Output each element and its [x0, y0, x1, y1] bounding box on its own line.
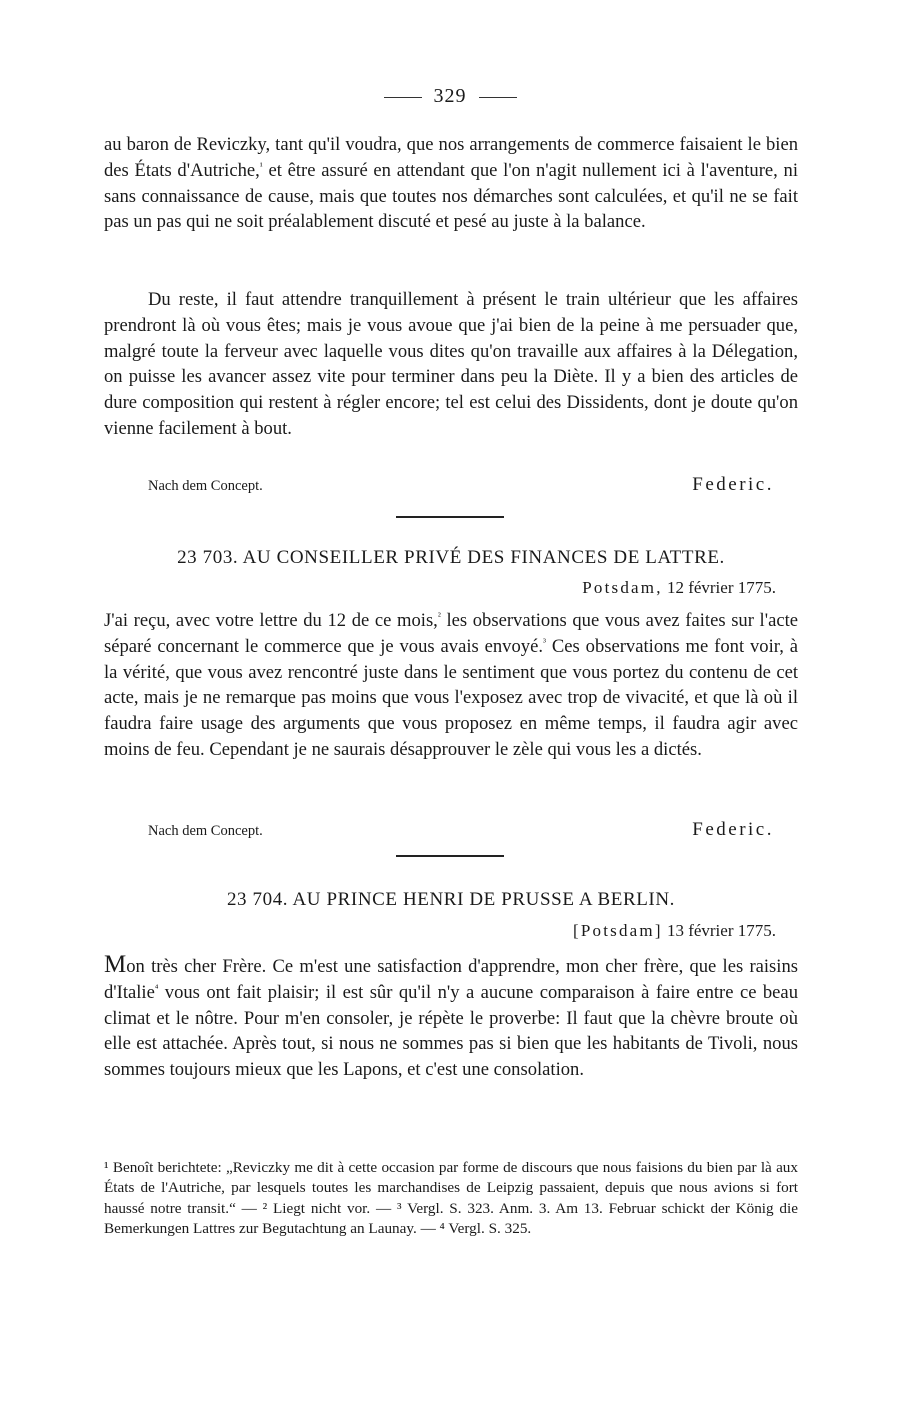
page-number: 329 — [433, 85, 467, 107]
letter-closing-23703 — [148, 819, 774, 841]
drop-cap: M — [104, 951, 127, 978]
source-note: Nach dem Concept. — [148, 478, 263, 494]
prev-letter-paragraph-2: Du reste, il faut attendre tranquillement à présent le train ultérieur que les affaires prendront là où vous êtes; mais je vous avoue que j'ai bien de la peine à me persuader que, malgré toute la ferveur avec laquelle vous dites qu'on travaille aux affaires à la Délegation, on puisse les avancer assez vite pour terminer dans peu la Diète. Il y a bien des articles de dure composition qui restent à régler encore; tel est celui des Dissidents, dont je doute qu'on vienne facilement à bout. — [104, 289, 798, 439]
letter-text-c: Ces observations me font voir, à la vérité, que vous avez rencontré juste dans le sentiment que vous portez du contenu de cet acte, mais je ne remarque pas moins que vous l'exposez avec trop de vivacité, et que là où il faudra faire usage des arguments que vous proposez en même temps, il faudra agir avec moins de feu. Cependant je ne saurais désapprouver le zèle qui vous les a dictés. — [104, 635, 798, 760]
signature: Federic. — [692, 819, 774, 840]
letter-heading-23703: 23 703. AU CONSEILLER PRIVÉ DES FINANCES DE LATTRE. — [177, 547, 725, 568]
footnotes: ¹ Benoît berichtete: „Reviczky me dit à cette occasion par forme de discours que nous faisions du bien par là aux États de l'Autriche, par lesquels toutes les marchandises de Leipzig passaient, depuis que nous avions si fort haussé notre transit.“ — ² Liegt nicht vor. — ³ Vergl. S. 323. Anm. 3. Am 13. Februar schickt der König die Bemerkungen Lattres zur Begutachtung an Launay. — ⁴ Vergl. S. 325. — [104, 1159, 798, 1238]
page-header — [0, 85, 900, 108]
letter-body-23703 — [104, 608, 798, 763]
letter-text-a: J'ai reçu, avec votre lettre du 12 de ce mois, — [104, 610, 438, 631]
source-note: Nach dem Concept. — [148, 823, 263, 839]
footnote-mark-3: ³ — [542, 636, 546, 648]
letter-dateline-23704 — [573, 921, 776, 941]
letter-text-b: vous ont fait plaisir; il est sûr qu'il n'y a aucune comparaison à faire entre ce beau climat et le nôtre. Pour m'en consoler, je répète le proverbe: Il faut que la chèvre broute où elle est attachée. Après tout, si nous ne sommes pas si bien que les habitants de Tivoli, nous sommes toujours mieux que les Lapons, et c'est une consolation. — [104, 981, 798, 1081]
prev-letter-text-a: au baron de Reviczky, tant qu'il voudra, que nos arrangements de commerce faisaient le bien des États d'Autriche, — [104, 134, 798, 181]
section-divider — [396, 516, 504, 518]
prev-letter-text-b: et être assuré en attendant que l'on n'agit nullement ici à l'aventure, ni sans connaissance de cause, mais que toutes nos démarches sont calculées, et qu'il ne se fait pas un pas qui ne soit préalablement discuté et pesé au juste à la balance. — [104, 159, 798, 233]
letter-text-b: les observations que vous avez faites sur l'acte séparé concernant le commerce que je vous avais envoyé. — [104, 610, 798, 657]
signature: Federic. — [692, 474, 774, 495]
letter-heading-23704: 23 704. AU PRINCE HENRI DE PRUSSE A BERLIN. — [226, 889, 676, 910]
letter-dateline-23703 — [582, 578, 776, 598]
header-dash-right — [479, 97, 517, 98]
header-dash-left — [384, 97, 422, 98]
footnote-mark-2: ² — [437, 610, 441, 622]
prev-letter-closing — [148, 474, 774, 496]
letter-place: [Potsdam] — [573, 921, 663, 940]
section-divider — [396, 855, 504, 857]
letter-date: 13 février 1775. — [662, 921, 776, 940]
footnote-mark-1: ¹ — [259, 160, 263, 172]
letter-place: Potsdam, — [582, 578, 663, 597]
footnote-mark-4: ⁴ — [154, 982, 159, 994]
letter-text-a: on très cher Frère. Ce m'est une satisfaction d'apprendre, mon cher frère, que les raisins d'Italie — [104, 956, 798, 1003]
letter-date: 12 février 1775. — [662, 578, 776, 597]
prev-letter-paragraph-1 — [104, 132, 798, 235]
letter-body-23704 — [104, 952, 798, 1083]
